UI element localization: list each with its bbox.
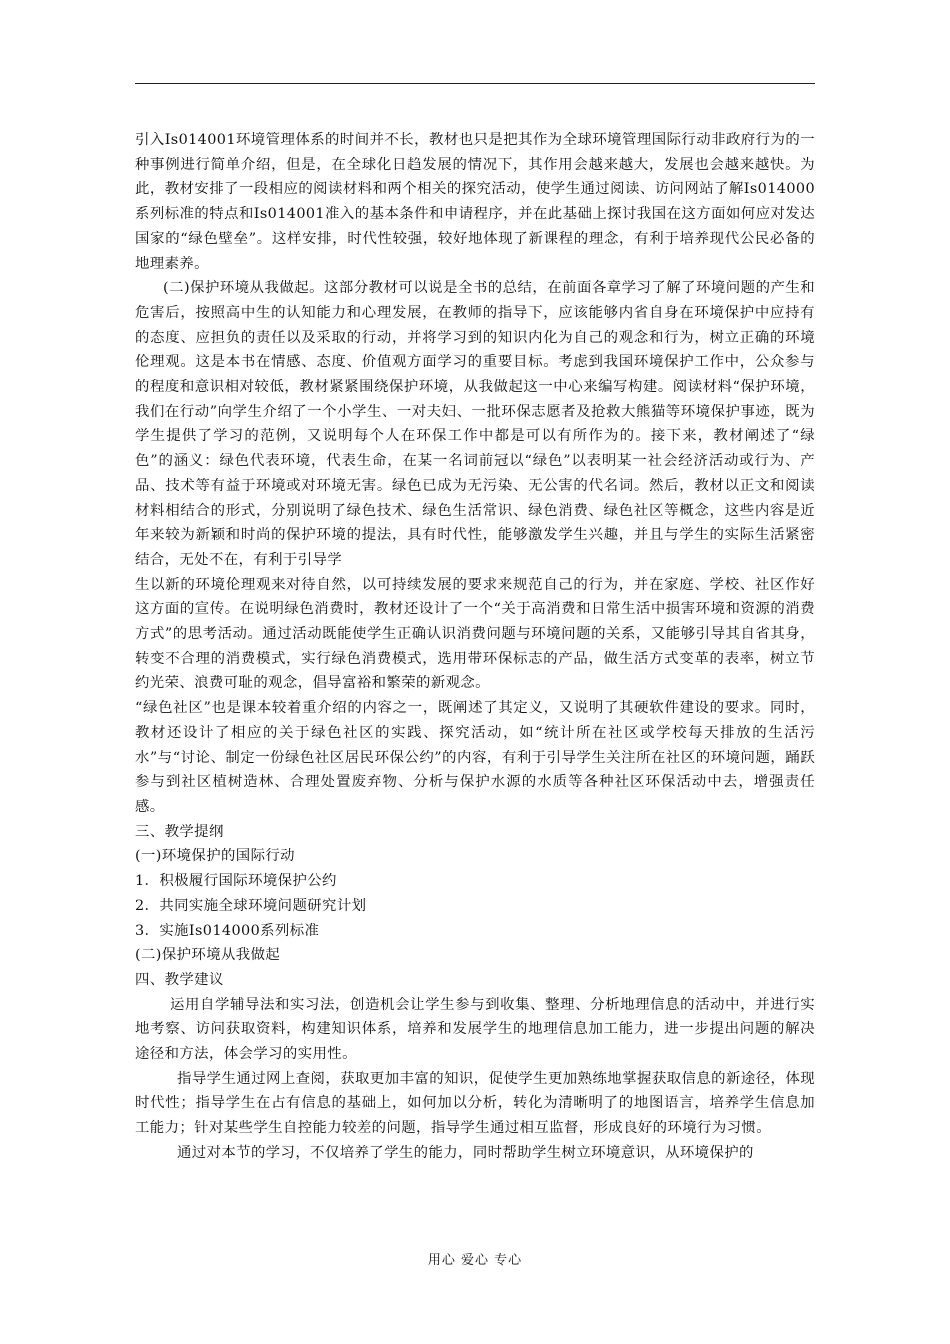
outline-item-protect-from-me: (二)保护环境从我做起 (135, 947, 281, 964)
document-body (135, 128, 815, 1166)
paragraph-suggestion-online: 指导学生通过网上查阅，获取更加丰富的知识，促使学生更加熟练地掌握获取信息的新途径，体现时代性；指导学生在占有信息的基础上，如何加以分析，转化为清晰明了的地图语言，培养学生信息加工能力；针对某些学生自控能力较差的问题，指导学生通过相互监督，形成良好的环境行为习惯。 (135, 1070, 815, 1137)
outline-item-1: 1．积极履行国际环境保护公约 (135, 873, 337, 890)
paragraph-protect-from-me: (二)保护环境从我做起。这部分教材可以说是全书的总结，在前面各章学习了解了环境问题的产生和危害后，按照高中生的认知能力和心理发展，在教师的指导下，应该能够内省自身在环境保护中应持有的态度、应担负的责任以及采取的行动，并将学习到的知识内化为自己的观念和行为，树立正确的环境伦理观。这是本书在情感、态度、价值观方面学习的重要目标。考虑到我国环境保护工作中，公众参与的程度和意识相对较低，教材紧紧围绕保护环境，从我做起这一中心来编写构建。阅读材料“保护环境，我们在行动”向学生介绍了一个小学生、一对夫妇、一批环保志愿者及抢救大熊猫等环境保护事迹，既为学生提供了学习的范例，又说明每个人在环保工作中都是可以有所作为的。接下来，教材阐述了“绿色”的涵义：绿色代表环境，代表生命，在某一名词前冠以“绿色”以表明某一社会经济活动或行为、产品、技术等有益于环境或对环境无害。绿色已成为无污染、无公害的代名词。然后，教材以正文和阅读材料相结合的形式，分别说明了绿色技术、绿色生活常识、绿色消费、绿色社区等概念，这些内容是近年来较为新颖和时尚的保护环境的提法，具有时代性，能够激发学生兴趣，并且与学生的实际生活紧密结合，无处不在，有利于引导学 (135, 280, 815, 568)
paragraph-suggestion-methods: 运用自学辅导法和实习法，创造机会让学生参与到收集、整理、分析地理信息的活动中，并进行实地考察、访问获取资料，构建知识体系，培养和发展学生的地理信息加工能力，进一步提出问题的解决途径和方法，体会学习的实用性。 (135, 996, 815, 1063)
page-footer: 用心 爱心 专心 (427, 1253, 523, 1268)
paragraph-iso14001: 引入Is014001环境管理体系的时间并不长，教材也只是把其作为全球环境管理国际行动非政府行为的一种事例进行简单介绍，但是，在全球化日趋发展的情况下，其作用会越来越大，发展也会越来越快。为此，教材安排了一段相应的阅读材料和两个相关的探究活动，使学生通过阅读、访问网站了解Is014000系列标准的特点和Is014001准入的基本条件和申请程序，并在此基础上探讨我国在这方面如何应对发达国家的“绿色壁垒”。这样安排，时代性较强，较好地体现了新课程的理念，有利于培养现代公民必备的地理素养。 (135, 132, 815, 272)
heading-teaching-suggestions: 四、教学建议 (135, 971, 224, 988)
outline-item-international-action: (一)环境保护的国际行动 (135, 848, 295, 865)
header-rule (135, 83, 815, 84)
outline-item-2: 2．共同实施全球环境问题研究计划 (135, 897, 367, 914)
outline-item-3: 3．实施Is014000系列标准 (135, 922, 320, 939)
paragraph-green-consumption: 生以新的环境伦理观来对待自然，以可持续发展的要求来规范自己的行为，并在家庭、学校、社区作好这方面的宣传。在说明绿色消费时，教材还设计了一个“关于高消费和日常生活中损害环境和资源的消费方式”的思考活动。通过活动既能使学生正确认识消费问题与环境问题的关系，又能够引导其自省其身，转变不合理的消费模式，实行绿色消费模式，选用带环保标志的产品，做生活方式变革的表率，树立节约光荣、浪费可耻的观念，倡导富裕和繁荣的新观念。 (135, 576, 815, 692)
paragraph-suggestion-summary: 通过对本节的学习，不仅培养了学生的能力，同时帮助学生树立环境意识，从环境保护的 (177, 1144, 754, 1161)
heading-teaching-outline: 三、教学提纲 (135, 823, 224, 840)
paragraph-green-community: “绿色社区”也是课本较着重介绍的内容之一，既阐述了其定义，又说明了其硬软件建设的要求。同时，教材还设计了相应的关于绿色社区的实践、探究活动，如“统计所在社区或学校每天排放的生活污水”与“讨论、制定一份绿色社区居民环保公约”的内容，有利于引导学生关注所在社区的环境问题，踊跃参与到社区植树造林、合理处置废弃物、分析与保护水源的水质等各种社区环保活动中去，增强责任感。 (135, 700, 815, 815)
